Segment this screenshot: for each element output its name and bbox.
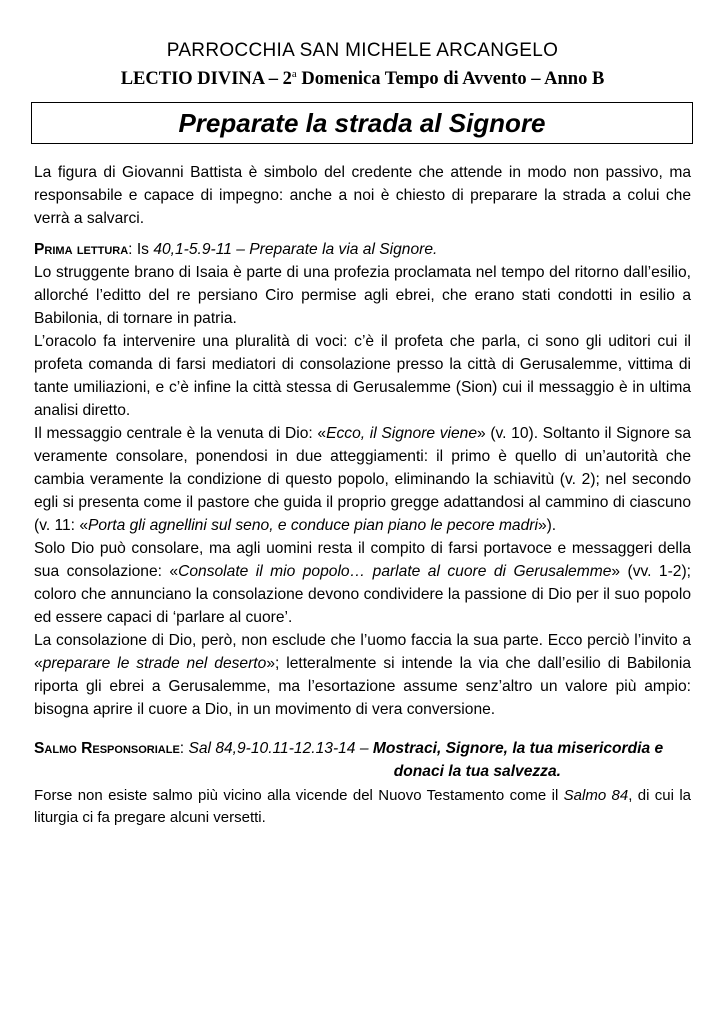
prima-lettura-ref: 40,1-5.9-11 – Preparate la via al Signore.	[153, 241, 438, 259]
page-title: Preparate la strada al Signore	[178, 107, 546, 138]
p3-quote-2: Porta gli agnellini sul seno, e conduce pian piano le pecore madri	[88, 517, 538, 535]
prima-lettura-heading	[34, 238, 691, 261]
parish-heading: PARROCCHIA SAN MICHELE ARCANGELO	[166, 40, 559, 61]
lectio-subtitle	[34, 68, 691, 90]
intro-paragraph: La figura di Giovanni Battista è simbolo del credente che attende in modo non passivo, ma responsabile e capace di impegno: anche a noi è chiesto di preparare la strada a colui che verrà a salvarci.	[34, 164, 691, 228]
lectio-prefix: LECTIO DIVINA – 2	[120, 69, 292, 90]
salmo-title-line-2: donaci la tua salvezza.	[393, 763, 561, 781]
salmo-ref: Sal 84,9-10.11-12.13-14 –	[188, 740, 373, 758]
p3-quote-1: Ecco, il Signore viene	[326, 425, 478, 443]
salmo-text-b: Salmo 84	[563, 787, 629, 805]
p5-quote: preparare le strade nel deserto	[42, 655, 267, 673]
p5-text-a: La consolazione di Dio, però, non esclude che l’uomo faccia la sua parte. Ecco perciò l’invito a «	[34, 632, 691, 673]
prima-lettura-paragraph-3	[34, 422, 691, 537]
title-box	[31, 102, 693, 144]
p3-text-c: » (v. 10). Soltanto il Signore sa veramente consolare, ponendosi in due atteggiamenti: il primo è quello di un’autorità che cambia veramente la condizione di questo popolo, eliminando la schiavitù (v. 2); nel secondo egli si presenta come il pastore che guida il proprio gregge adattandosi al cammino di ciascuno (v. 11: «	[34, 425, 692, 535]
salmo-paragraph	[34, 785, 691, 829]
salmo-colon: :	[179, 740, 189, 758]
p4-quote: Consolate il mio popolo… parlate al cuore di Gerusalemme	[178, 563, 612, 581]
salmo-heading	[34, 737, 691, 760]
p4-text-c: » (vv. 1-2); coloro che annunciano la consolazione devono condividere la passione di Dio per il suo popolo ed essere capaci di ‘parlare al cuore’.	[34, 563, 691, 627]
p5-text-c: »; letteralmente si intende la via che dall’esilio di Babilonia riporta gli ebrei a Gerusalemme, ma l’esortazione assume senz’altro un valore più ampio: bisogna aprire il cuore a Dio, in un movimento di vera conversione.	[34, 655, 691, 719]
prima-lettura-section	[34, 238, 691, 721]
prima-lettura-paragraph-2: L’oracolo fa intervenire una pluralità di voci: c’è il profeta che parla, ci sono gli uditori cui il profeta comanda di farsi mediatori di consolazione presso la città di Gerusalemme, vittima di tante umiliazioni, e c’è infine la città stessa di Gerusalemme (Sion) cui il messaggio è in ultima analisi diretto.	[34, 333, 691, 420]
salmo-section	[34, 737, 691, 829]
document-page	[34, 0, 691, 829]
prima-lettura-paragraph-5	[34, 629, 691, 721]
prima-lettura-paragraph-4	[34, 537, 691, 629]
lectio-suffix: Domenica Tempo di Avvento – Anno B	[296, 69, 605, 90]
p4-text-a: Solo Dio può consolare, ma agli uomini resta il compito di farsi portavoce e messaggeri della sua consolazione: «	[34, 540, 691, 581]
salmo-text-a: Forse non esiste salmo più vicino alla vicende del Nuovo Testamento come il	[34, 787, 564, 805]
lectio-ordinal: a	[291, 68, 297, 80]
prima-lettura-paragraph-1: Lo struggente brano di Isaia è parte di una profezia proclamata nel tempo del ritorno dall’esilio, allorché l’editto del re persiano Ciro permise agli ebrei, che erano stati condotti in esilio a Babilonia, di tornare in patria.	[34, 264, 691, 328]
prima-lettura-label: Prima lettura	[34, 241, 129, 259]
salmo-title-line-1: Mostraci, Signore, la tua misericordia e	[372, 740, 664, 758]
salmo-label: Salmo Responsoriale	[34, 740, 180, 758]
prima-lettura-ref-prefix: : Is	[128, 241, 154, 259]
salmo-text-c: , di cui la liturgia ci fa pregare alcuni versetti.	[34, 787, 691, 827]
p3-text-e: »).	[537, 517, 557, 535]
p3-text-a: Il messaggio centrale è la venuta di Dio: «	[34, 425, 327, 443]
